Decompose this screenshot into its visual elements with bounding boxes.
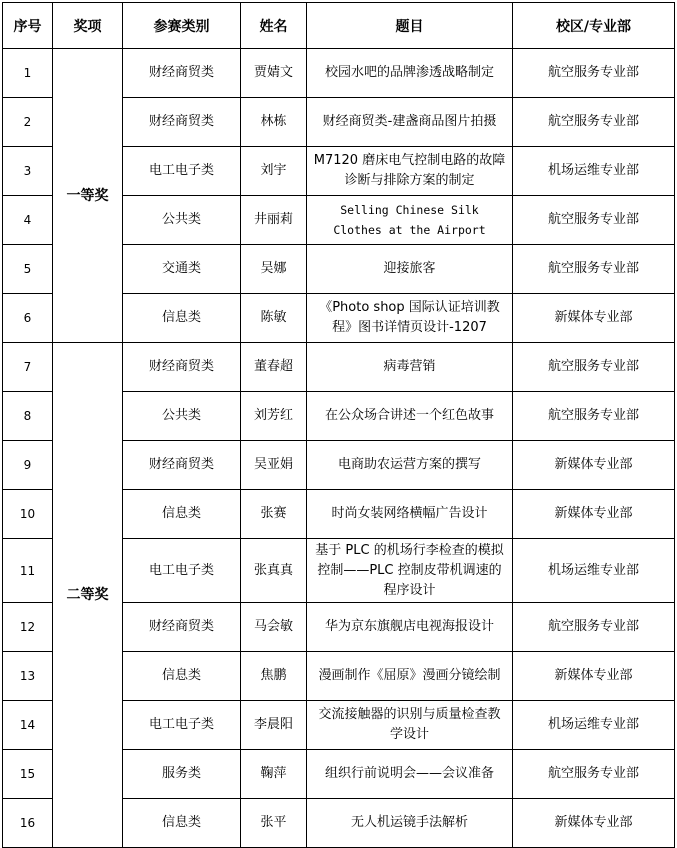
cell-campus: 机场运维专业部 (513, 701, 675, 750)
cell-topic: 电商助农运营方案的撰写 (307, 441, 513, 490)
header-seq: 序号 (3, 3, 53, 49)
cell-campus: 新媒体专业部 (513, 799, 675, 848)
cell-category: 信息类 (123, 294, 241, 343)
cell-category: 电工电子类 (123, 147, 241, 196)
cell-topic: 时尚女装网络横幅广告设计 (307, 490, 513, 539)
cell-campus: 航空服务专业部 (513, 343, 675, 392)
cell-name: 刘芳红 (241, 392, 307, 441)
header-campus: 校区/专业部 (513, 3, 675, 49)
cell-campus: 航空服务专业部 (513, 245, 675, 294)
cell-topic: 漫画制作《屈原》漫画分镜绘制 (307, 652, 513, 701)
cell-name: 鞠萍 (241, 750, 307, 799)
cell-category: 交通类 (123, 245, 241, 294)
cell-topic: 华为京东旗舰店电视海报设计 (307, 603, 513, 652)
cell-seq: 6 (3, 294, 53, 343)
cell-category: 信息类 (123, 799, 241, 848)
cell-topic: 校园水吧的品牌渗透战略制定 (307, 49, 513, 98)
cell-seq: 12 (3, 603, 53, 652)
cell-name: 井丽莉 (241, 196, 307, 245)
cell-topic: Selling Chinese Silk Clothes at the Airport (307, 196, 513, 245)
cell-category: 信息类 (123, 652, 241, 701)
cell-name: 吴娜 (241, 245, 307, 294)
cell-seq: 7 (3, 343, 53, 392)
cell-category: 财经商贸类 (123, 98, 241, 147)
cell-seq: 3 (3, 147, 53, 196)
cell-name: 马会敏 (241, 603, 307, 652)
cell-seq: 4 (3, 196, 53, 245)
cell-category: 财经商贸类 (123, 603, 241, 652)
cell-campus: 新媒体专业部 (513, 294, 675, 343)
header-category: 参赛类别 (123, 3, 241, 49)
cell-award-second: 二等奖 (53, 343, 123, 848)
cell-topic: 迎接旅客 (307, 245, 513, 294)
cell-campus: 航空服务专业部 (513, 750, 675, 799)
cell-seq: 14 (3, 701, 53, 750)
cell-seq: 13 (3, 652, 53, 701)
cell-topic: M7120 磨床电气控制电路的故障诊断与排除方案的制定 (307, 147, 513, 196)
cell-campus: 航空服务专业部 (513, 98, 675, 147)
cell-name: 刘宇 (241, 147, 307, 196)
cell-name: 林栋 (241, 98, 307, 147)
cell-category: 公共类 (123, 392, 241, 441)
cell-campus: 机场运维专业部 (513, 539, 675, 603)
cell-campus: 新媒体专业部 (513, 441, 675, 490)
cell-topic: 在公众场合讲述一个红色故事 (307, 392, 513, 441)
header-name: 姓名 (241, 3, 307, 49)
cell-name: 焦鹏 (241, 652, 307, 701)
cell-topic: 《Photo shop 国际认证培训教程》图书详情页设计-1207 (307, 294, 513, 343)
table-row (3, 49, 675, 98)
cell-campus: 航空服务专业部 (513, 49, 675, 98)
cell-name: 董春超 (241, 343, 307, 392)
cell-category: 财经商贸类 (123, 49, 241, 98)
cell-campus: 新媒体专业部 (513, 490, 675, 539)
cell-seq: 2 (3, 98, 53, 147)
cell-name: 张赛 (241, 490, 307, 539)
cell-name: 张平 (241, 799, 307, 848)
header-row (3, 3, 675, 49)
cell-name: 贾婧文 (241, 49, 307, 98)
cell-category: 服务类 (123, 750, 241, 799)
cell-topic: 组织行前说明会——会议准备 (307, 750, 513, 799)
cell-campus: 新媒体专业部 (513, 652, 675, 701)
cell-name: 吴亚娟 (241, 441, 307, 490)
cell-campus: 航空服务专业部 (513, 603, 675, 652)
cell-topic: 基于 PLC 的机场行李检查的模拟控制——PLC 控制皮带机调速的程序设计 (307, 539, 513, 603)
cell-category: 财经商贸类 (123, 441, 241, 490)
award-table (2, 2, 675, 848)
cell-topic: 病毒营销 (307, 343, 513, 392)
cell-name: 陈敏 (241, 294, 307, 343)
cell-seq: 15 (3, 750, 53, 799)
cell-name: 李晨阳 (241, 701, 307, 750)
cell-seq: 5 (3, 245, 53, 294)
cell-campus: 航空服务专业部 (513, 392, 675, 441)
cell-category: 公共类 (123, 196, 241, 245)
cell-seq: 8 (3, 392, 53, 441)
cell-category: 电工电子类 (123, 539, 241, 603)
cell-name: 张真真 (241, 539, 307, 603)
cell-topic: 交流接触器的识别与质量检查教学设计 (307, 701, 513, 750)
cell-topic: 财经商贸类-建盏商品图片拍摄 (307, 98, 513, 147)
header-award: 奖项 (53, 3, 123, 49)
table-row (3, 343, 675, 392)
cell-seq: 10 (3, 490, 53, 539)
cell-seq: 11 (3, 539, 53, 603)
cell-category: 信息类 (123, 490, 241, 539)
cell-topic: 无人机运镜手法解析 (307, 799, 513, 848)
cell-seq: 9 (3, 441, 53, 490)
cell-award-first: 一等奖 (53, 49, 123, 343)
cell-campus: 航空服务专业部 (513, 196, 675, 245)
cell-category: 财经商贸类 (123, 343, 241, 392)
header-topic: 题目 (307, 3, 513, 49)
cell-seq: 16 (3, 799, 53, 848)
cell-category: 电工电子类 (123, 701, 241, 750)
cell-seq: 1 (3, 49, 53, 98)
cell-campus: 机场运维专业部 (513, 147, 675, 196)
